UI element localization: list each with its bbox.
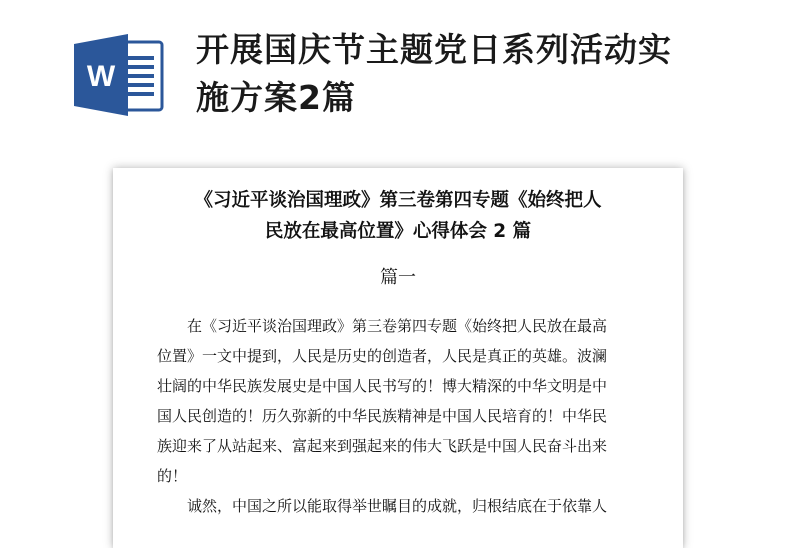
word-icon-letter: W [86, 60, 116, 93]
paragraph [157, 491, 641, 521]
doc-title [196, 26, 776, 122]
paragraph-line: 壮阔的中华民族发展史是中国人民书写的！博大精深的中华文明是中 [157, 377, 608, 395]
doc-title-line: 施方案2篇 [196, 78, 356, 117]
paragraph-line: 在《习近平谈治国理政》第三卷第四专题《始终把人民放在最高 [187, 317, 608, 335]
header [0, 0, 800, 150]
word-icon [74, 34, 168, 116]
paragraph [157, 311, 641, 491]
page-title [133, 185, 663, 247]
paragraph-line: 族迎来了从站起来、富起来到强起来的伟大飞跃是中国人民奋斗出来 [157, 437, 608, 455]
document-page [113, 168, 683, 548]
paragraph-line: 位置》一文中提到，人民是历史的创造者，人民是真正的英雄。波澜 [157, 347, 608, 365]
doc-title-line: 开展国庆节主题党日系列活动实 [196, 30, 672, 69]
paragraph-line: 诚然，中国之所以能取得举世瞩目的成就，归根结底在于依靠人 [187, 497, 608, 515]
page-title-line: 民放在最高位置》心得体会 2 篇 [264, 221, 532, 242]
body-text [157, 311, 641, 521]
page-title-line: 《习近平谈治国理政》第三卷第四专题《始终把人 [194, 190, 602, 211]
paragraph-line: 国人民创造的！历久弥新的中华民族精神是中国人民培育的！中华民 [157, 407, 608, 425]
paragraph-line: 的！ [157, 467, 188, 485]
section-title: 篇一 [380, 267, 416, 288]
